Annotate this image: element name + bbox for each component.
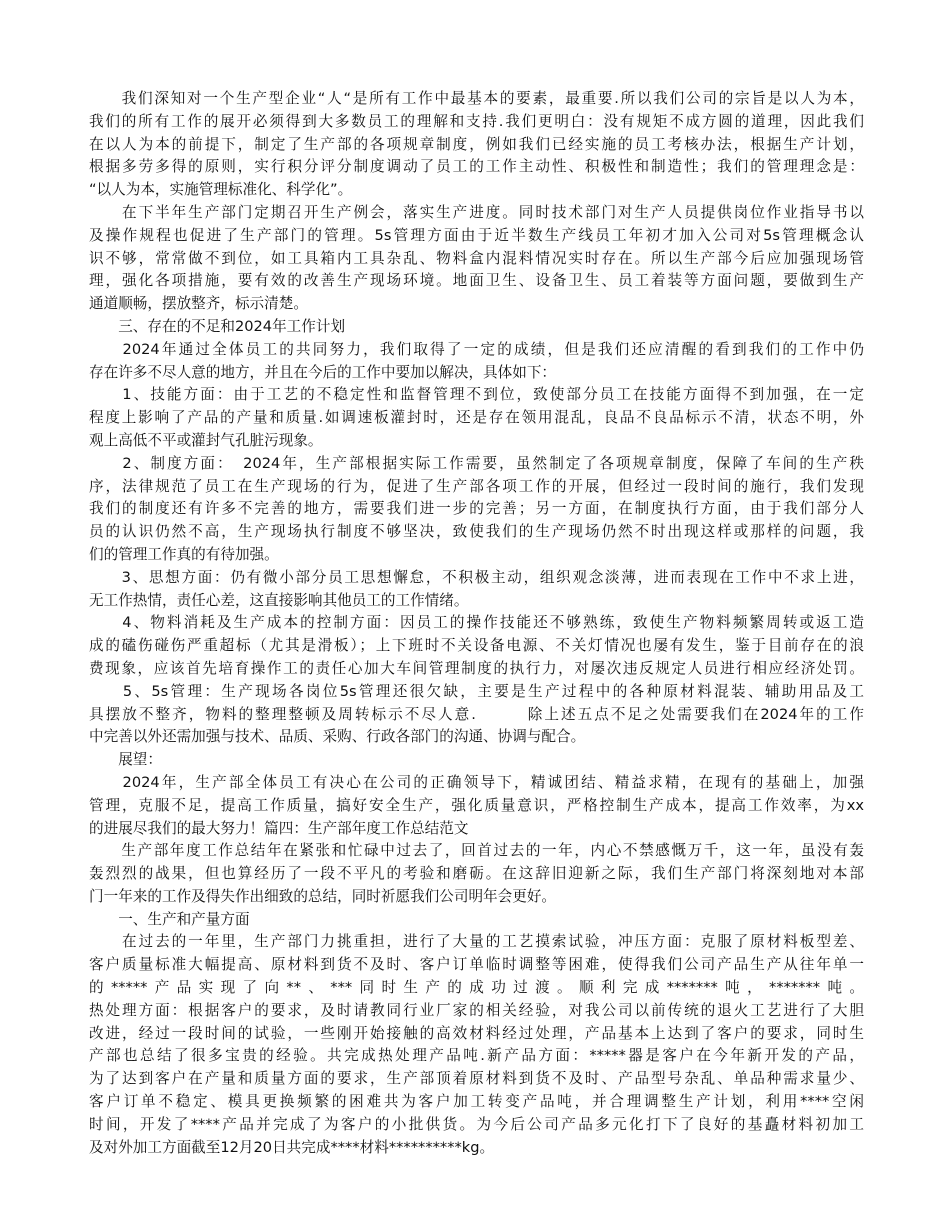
text-line: 客户订单不稳定、模具更换频繁的困难共为客户加工转变产品吨，并合理调整生产计划，利用****空闲	[89, 1093, 864, 1111]
text-line: 展望：	[89, 751, 162, 769]
text-line: 生产部年度工作总结年在紧张和忙碌中过去了，回首过去的一年，内心不禁感慨万千，这一年，虽没有轰	[89, 842, 864, 860]
text-line: 2024年，生产部全体员工有决心在公司的正确领导下，精诚团结、精益求精，在现有的基础上，加强	[89, 773, 864, 791]
text-line: 热处理方面：根据客户的要求，及时请教同行业厂家的相关经验，对我公司以前传统的退火工艺进行了大胆	[89, 1001, 864, 1019]
text-line: 程度上影响了产品的产量和质量.如调速板灌封时，还是存在领用混乱，良品不良品标示不清，状态不明，外	[89, 409, 864, 427]
text-line: 改进，经过一段时间的试验，一些刚开始接触的高效材料经过处理，产品基本上达到了客户的要求，同时生	[89, 1024, 864, 1042]
text-line: 观上高低不平或灌封气孔脏污现象。	[89, 431, 323, 449]
text-line: 1、技能方面：由于工艺的不稳定性和监督管理不到位，致使部分员工在技能方面得不到加强，在一定	[89, 386, 864, 404]
text-line: 的进展尽我们的最大努力！篇四：生产部年度工作总结范文	[89, 819, 469, 837]
text-line: 产部也总结了很多宝贵的经验。共完成热处理产品吨.新产品方面：*****器是客户在今年新开发的产品，	[89, 1047, 864, 1065]
text-line: 具摆放不整齐，物料的整理整顿及周转标示不尽人意. 除上述五点不足之处需要我们在2024年的工作	[89, 705, 864, 723]
text-line: 2024年通过全体员工的共同努力，我们取得了一定的成绩，但是我们还应清醒的看到我们的工作中仍	[89, 340, 864, 358]
text-line: 在以人为本的前提下，制定了生产部的各项规章制度，例如我们已经实施的员工考核办法，根据生产计划，	[89, 135, 864, 153]
text-line: 4、物料消耗及生产成本的控制方面：因员工的操作技能还不够熟练，致使生产物料频繁周转或返工造	[89, 614, 864, 632]
text-line: “以人为本，实施管理标准化、科学化”。	[89, 181, 353, 199]
text-line: 通道顺畅，摆放整齐，标示清楚。	[89, 295, 308, 313]
text-line: 识不够，常常做不到位，如工具箱内工具杂乱、物料盒内混料情况实时存在。所以生产部今后应加强现场管	[89, 249, 864, 267]
text-line: 我们深知对一个生产型企业“人“是所有工作中最基本的要素，最重要.所以我们公司的宗旨是以人为本，	[89, 90, 864, 107]
text-line: 及操作规程也促进了生产部门的管理。5s管理方面由于近半数生产线员工年初才加入公司对5s管理概念认	[89, 226, 864, 244]
text-line: 5、5s管理：生产现场各岗位5s管理还很欠缺，主要是生产过程中的各种原材料混装、辅助用品及工	[89, 682, 864, 700]
text-line: 管理，克服不足，提高工作质量，搞好安全生产，强化质量意识，严格控制生产成本，提高工作效率，为xx	[89, 796, 864, 814]
text-line: 客户质量标准大幅提高、原材料到货不及时、客户订单临时调整等困难，使得我们公司产品生产从往年单一	[89, 956, 864, 974]
text-line: 及对外加工方面截至12月20日共完成****材料**********kg。	[89, 1138, 495, 1156]
text-line: 理，强化各项措施，要有效的改善生产现场环境。地面卫生、设备卫生、员工着装等方面问题，要做到生产	[89, 272, 864, 290]
text-line: 员的认识仍然不高，生产现场执行制度不够坚决，致使我们的生产现场仍然不时出现这样或那样的问题，我	[89, 523, 864, 541]
text-line: 我们的所有工作的展开必须得到大多数员工的理解和支持.我们更明白：没有规矩不成方圆的道理，因此我们	[89, 112, 864, 130]
text-line: 三、存在的不足和2024年工作计划	[89, 317, 346, 335]
text-line: 门一年来的工作及得失作出细致的总结，同时祈愿我们公司明年会更好。	[89, 887, 557, 905]
text-line: 存在许多不尽人意的地方，并且在今后的工作中要加以解决，具体如下：	[89, 363, 557, 381]
text-line: 中完善以外还需加强与技术、品质、采购、行政各部门的沟通、协调与配合。	[89, 728, 586, 746]
text-line: 无工作热情，责任心差，这直接影响其他员工的工作情绪。	[89, 591, 469, 609]
text-line: 2、制度方面： 2024年，生产部根据实际工作需要，虽然制定了各项规章制度，保障了车间的生产秩	[89, 454, 864, 472]
text-line: 的*****产品实现了向**、***同时生产的成功过渡。顺利完成*******吨，*******吨。	[89, 979, 864, 997]
text-line: 轰烈烈的战果，但也算经历了一段不平凡的考验和磨砺。在这辞旧迎新之际，我们生产部门将深刻地对本部	[89, 865, 864, 883]
text-line: 在下半年生产部门定期召开生产例会，落实生产进度。同时技术部门对生产人员提供岗位作业指导书以	[89, 203, 864, 221]
text-line: 3、思想方面：仍有微小部分员工思想懈怠，不积极主动，组织观念淡薄，进而表现在工作中不求上进，	[89, 568, 864, 586]
text-line: 一、生产和产量方面	[89, 910, 250, 928]
text-line: 为了达到客户在产量和质量方面的要求，生产部顶着原材料到货不及时、产品型号杂乱、单品种需求量少、	[89, 1070, 864, 1088]
text-line: 费现象，应该首先培育操作工的责任心加大车间管理制度的执行力，对屡次违反规定人员进行相应经济处罚。	[89, 659, 864, 677]
text-line: 我们的制度还有许多不完善的地方，需要我们进一步的完善；另一方面，在制度执行方面，由于我们部分人	[89, 500, 864, 518]
text-line: 序，法律规范了员工在生产现场的行为，促进了生产部各项工作的开展，但经过一段时间的施行，我们发现	[89, 477, 864, 495]
text-line: 成的磕伤碰伤严重超标（尤其是滑板）；上下班时不关设备电源、不关灯情况也屡有发生，鉴于目前存在的浪	[89, 637, 864, 655]
text-line: 时间，开发了****产品并完成了为客户的小批供货。为今后公司产品多元化打下了良好的基矗材料初加工	[89, 1115, 864, 1133]
text-line: 们的管理工作真的有待加强。	[89, 545, 279, 563]
text-line: 在过去的一年里，生产部门力挑重担，进行了大量的工艺摸索试验，冲压方面：克服了原材料板型差、	[89, 933, 864, 951]
text-line: 根据多劳多得的原则，实行积分评分制度调动了员工的工作主动性、积极性和制造性；我们的管理理念是：	[89, 158, 864, 176]
